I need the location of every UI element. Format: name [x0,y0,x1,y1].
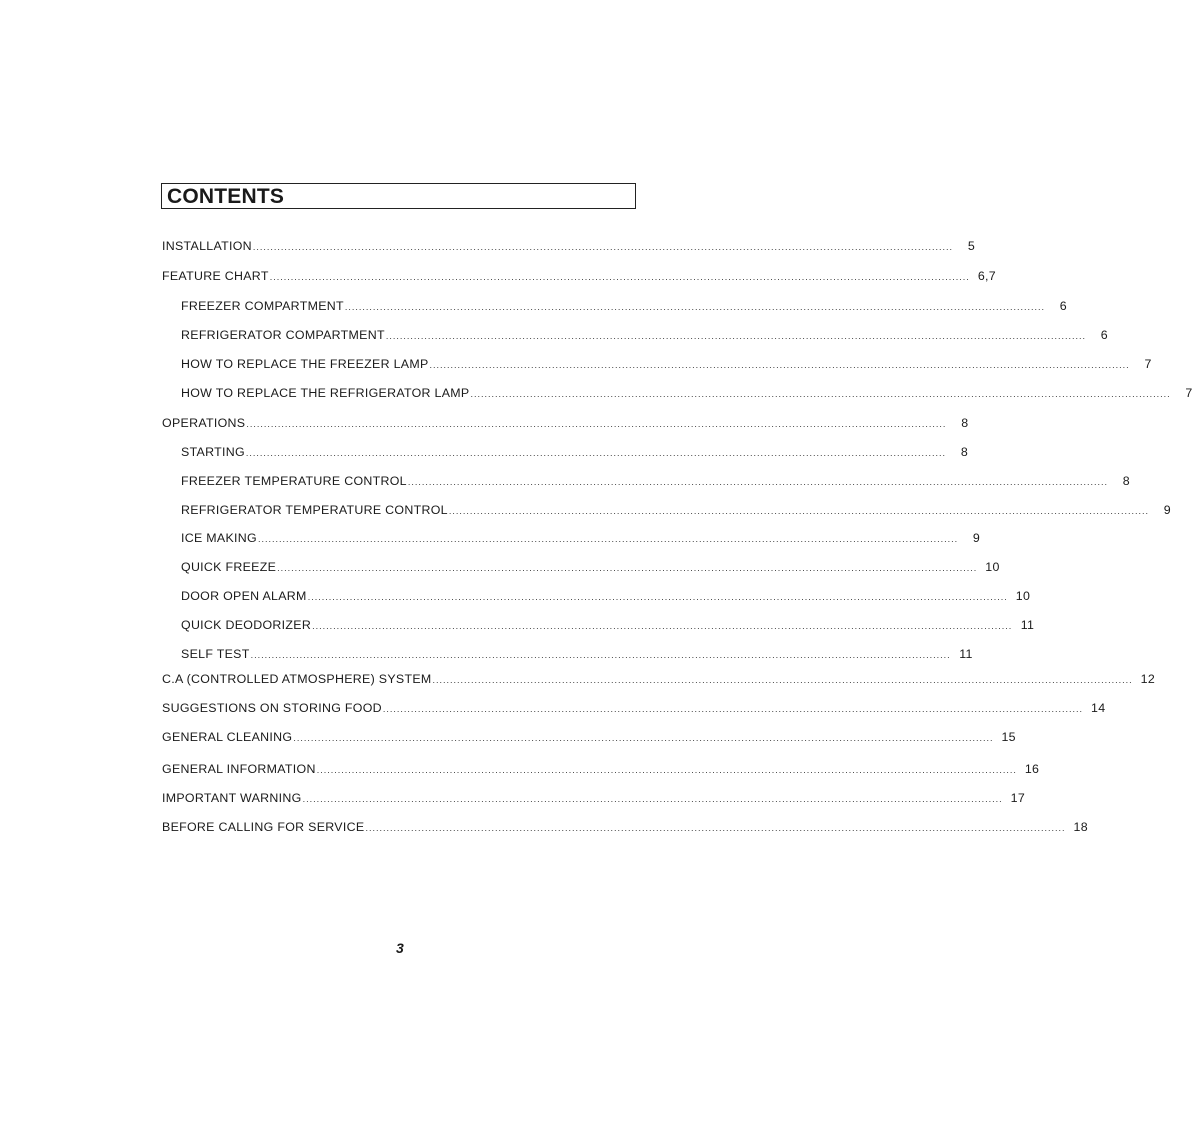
toc-entry-page: 9 [972,531,981,545]
toc-entry[interactable] [181,530,981,546]
toc-entry[interactable] [162,671,1156,687]
toc-entry-page: 7 [1144,357,1152,371]
toc-leader-dots: ........................................................................................................................................................................................................ [277,563,978,573]
toc-leader-dots: ........................................................................................................................................................................................................ [307,592,1008,602]
toc-entry[interactable] [181,444,969,460]
toc-entry[interactable] [162,761,1040,777]
toc-entry-label: GENERAL INFORMATION [162,762,316,776]
toc-entry-label: INSTALLATION [162,239,252,253]
toc-entry[interactable] [162,790,1026,806]
toc-entry-label: OPERATIONS [162,416,246,430]
toc-entry-page: 16 [1024,762,1040,776]
contents-title-box [161,183,636,209]
toc-entry[interactable] [162,415,969,431]
toc-entry[interactable] [162,700,1106,716]
toc-entry-label: C.A (CONTROLLED ATMOSPHERE) SYSTEM [162,672,432,686]
toc-leader-dots: ........................................................................................................................................................................................................ [429,360,1130,370]
toc-entry[interactable] [181,473,1130,489]
toc-entry-page: 18 [1073,820,1088,834]
toc-leader-dots: ........................................................................................................................................................................................................ [448,506,1149,516]
toc-leader-dots: ........................................................................................................................................................................................................ [344,302,1045,312]
toc-entry-page: 6,7 [977,269,996,283]
toc-entry-page: 5 [967,239,976,253]
toc-entry-page: 8 [1122,474,1130,488]
toc-entry-label: SELF TEST [181,647,250,661]
toc-entry-label: HOW TO REPLACE THE FREEZER LAMP [181,357,429,371]
toc-entry[interactable] [181,646,973,662]
toc-leader-dots: ........................................................................................................................................................................................................ [316,765,1017,775]
toc-entry-page: 7 [1185,386,1193,400]
toc-entry-label: STARTING [181,445,245,459]
toc-entry-label: REFRIGERATOR COMPARTMENT [181,328,385,342]
toc-leader-dots: ........................................................................................................................................................................................................ [252,242,954,252]
toc-entry[interactable] [162,268,996,284]
toc-entry-label: DOOR OPEN ALARM [181,589,307,603]
toc-entry-page: 15 [1001,730,1016,744]
toc-entry-page: 11 [959,647,973,661]
toc-entry-page: 14 [1091,701,1106,715]
toc-entry[interactable] [181,502,1171,518]
toc-entry-page: 12 [1140,672,1156,686]
toc-entry-label: QUICK DEODORIZER [181,618,312,632]
toc-entry-page: 10 [985,560,1000,574]
toc-entry-label: REFRIGERATOR TEMPERATURE CONTROL [181,503,448,517]
toc-entry-label: GENERAL CLEANING [162,730,293,744]
toc-entry-label: FREEZER TEMPERATURE CONTROL [181,474,407,488]
toc-entry-label: QUICK FREEZE [181,560,277,574]
toc-leader-dots: ........................................................................................................................................................................................................ [385,331,1086,341]
toc-entry[interactable] [181,617,1035,633]
toc-entry-label: BEFORE CALLING FOR SERVICE [162,820,365,834]
toc-leader-dots: ........................................................................................................................................................................................................ [312,621,1013,631]
toc-entry-label: FREEZER COMPARTMENT [181,299,344,313]
toc-entry-page: 6 [1059,299,1067,313]
toc-leader-dots: ........................................................................................................................................................................................................ [245,448,947,458]
toc-entry-label: SUGGESTIONS ON STORING FOOD [162,701,382,715]
toc-entry-label: HOW TO REPLACE THE REFRIGERATOR LAMP [181,386,470,400]
toc-leader-dots: ........................................................................................................................................................................................................ [470,389,1171,399]
toc-entry-label: FEATURE CHART [162,269,269,283]
toc-entry-page: 11 [1020,618,1035,632]
toc-entry[interactable] [162,729,1016,745]
toc-entry-label: ICE MAKING [181,531,257,545]
toc-leader-dots: ........................................................................................................................................................................................................ [432,675,1133,685]
toc-entry-page: 8 [961,416,969,430]
toc-leader-dots: ........................................................................................................................................................................................................ [293,733,994,743]
toc-leader-dots: ........................................................................................................................................................................................................ [250,650,951,660]
page-title: CONTENTS [167,185,285,208]
toc-entry-label: IMPORTANT WARNING [162,791,302,805]
toc-leader-dots: ........................................................................................................................................................................................................ [269,272,970,282]
page-number: 3 [396,940,404,956]
toc-leader-dots: ........................................................................................................................................................................................................ [257,534,959,544]
toc-entry-page: 10 [1015,589,1031,603]
toc-entry[interactable] [181,356,1152,372]
toc-leader-dots: ........................................................................................................................................................................................................ [365,823,1066,833]
toc-entry-page: 17 [1010,791,1026,805]
toc-entry-page: 9 [1163,503,1171,517]
toc-entry-page: 8 [960,445,969,459]
toc-entry[interactable] [181,588,1031,604]
toc-entry[interactable] [181,298,1067,314]
toc-leader-dots: ........................................................................................................................................................................................................ [407,477,1108,487]
toc-leader-dots: ........................................................................................................................................................................................................ [246,419,947,429]
toc-entry[interactable] [162,819,1088,835]
toc-entry[interactable] [181,327,1108,343]
toc-leader-dots: ........................................................................................................................................................................................................ [302,794,1003,804]
toc-leader-dots: ........................................................................................................................................................................................................ [382,704,1084,714]
toc-entry-page: 6 [1100,328,1108,342]
toc-entry[interactable] [162,238,976,254]
toc-entry[interactable] [181,385,1193,401]
toc-entry[interactable] [181,559,1000,575]
